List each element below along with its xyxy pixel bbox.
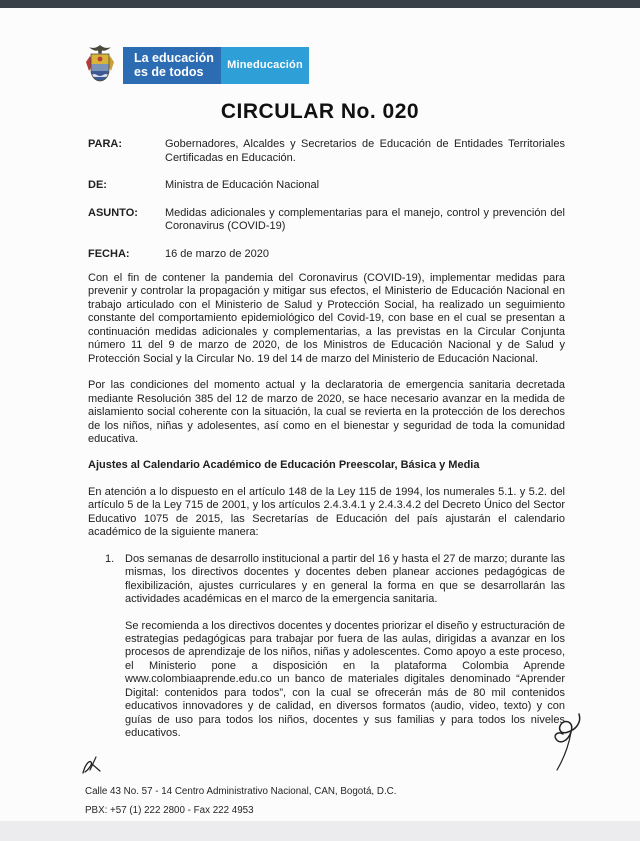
document-title: CIRCULAR No. 020 [220, 100, 420, 123]
brand-slogan-line2: es de todos [134, 65, 204, 79]
footer-phone: PBX: +57 (1) 222 2800 - Fax 222 4953 [85, 805, 254, 816]
meta-row-fecha [88, 248, 565, 262]
meta-label-fecha: FECHA: [88, 247, 130, 260]
list-item-1-number: 1. [105, 552, 115, 565]
list-item-1-paragraph-1: Dos semanas de desarrollo institucional a partir del 16 y hasta el 27 de marzo; durante las mismas, los directivos docentes y docentes deben planear acciones pedagógicas de flexibilización, ajustes curriculares y en general la forma en que se desarrollarán las actividades académicas en el marco de la emergencia sanitaria. [125, 552, 565, 606]
paragraph-legal: En atención a lo dispuesto en el artículo 148 de la Ley 115 de 1994, los numerales 5.1. y 5.2. del artículo 5 de la Ley 715 de 2001, y los artículos 2.4.3.4.1 y 2.4.3.4.2 del Decreto Único del Sector Educativo 1075 de 2015, las Secretarías de Educación del país ajustarán el calendario académico de la siguiente manera: [88, 485, 565, 539]
meta-label-para: PARA: [88, 138, 123, 150]
meta-row-asunto [88, 207, 565, 234]
paragraph-emergency: Por las condiciones del momento actual y la declaratoria de emergencia sanitaria decretada mediante Resolución 385 del 12 de marzo de 2020, se hace necesario avanzar en la medida de aislamiento social coherente con la situación, la cual se revierta en la protección de los derechos de los niños, niñas y adolesentes, así como en el bienestar y seguridad de toda la comunidad educativa. [88, 379, 565, 445]
ministry-logo [85, 44, 309, 86]
meta-row-de [88, 179, 565, 193]
paragraph-intro: Con el fin de contener la pandemia del Coronavirus (COVID-19), implementar medidas para prevenir y controlar la propagación y mitigar sus efectos, el Ministerio de Educación Nacional en trabajo articulado con el Ministerio de Salud y Protección Social, ha realizado un seguimiento constante del comportamiento epidemiológico del Covid-19, con base en el cual se presentan a continuación medidas adicionales y complementarias, a las previstas en la Circular Conjunta número 11 del 9 de marzo de 2020, de los Ministros de Educación Nacional y de Salud y Protección Social y la Circular No. 19 del 14 de marzo del Ministerio de Educación Nacional. [88, 272, 565, 365]
scan-bottom-edge [0, 821, 640, 841]
brand-ministry-box [221, 47, 309, 84]
section-heading-calendario: Ajustes al Calendario Académico de Educación Preescolar, Básica y Media [88, 459, 480, 472]
meta-value-de: Ministra de Educación Nacional [165, 179, 320, 191]
meta-label-de: DE: [88, 179, 107, 191]
meta-value-para: Gobernadores, Alcaldes y Secretarios de Educación de Entidades Territoriales Certificadas en Educación. [165, 138, 565, 164]
meta-block [88, 138, 565, 275]
meta-row-para [88, 138, 565, 165]
meta-value-asunto: Medidas adicionales y complementarias para el manejo, control y prevención del Coronavirus (COVID-19) [165, 206, 565, 232]
footer [85, 786, 580, 824]
colombia-coat-of-arms-icon [85, 44, 115, 86]
meta-label-asunto: ASUNTO: [88, 206, 138, 219]
brand-slogan-line1: La educación [134, 51, 214, 65]
scan-top-edge [0, 0, 640, 8]
handwritten-initials-mark [80, 755, 104, 777]
brand-slogan-box [123, 47, 221, 84]
handwritten-signature-mark [549, 708, 591, 776]
ministry-label: Mineducación [227, 59, 303, 71]
body-text [88, 272, 565, 754]
meta-value-fecha: 16 de marzo de 2020 [165, 247, 269, 260]
footer-address: Calle 43 No. 57 - 14 Centro Administrativo Nacional, CAN, Bogotá, D.C. [85, 786, 397, 797]
list-item-1 [88, 553, 565, 741]
list-item-1-paragraph-2: Se recomienda a los directivos docentes y docentes priorizar el diseño y estructuración de estrategias pedagógicas para trabajar por fuera de las aulas, dirigidas a avanzar en los procesos de aprendizaje de los niños, niñas y adolescentes. Como apoyo a este proceso, el Ministerio pone a disposición en la plataforma Colombia Aprende www.colombiaaprende.edu.co un banco de materiales digitales denominado “Aprender Digital: contenidos para todos”, con la cual se ofrecerán más de 80 mil contenidos educativos innovadores y de calidad, en diversos formatos (audio, video, texto) y con guías de uso para todos los niños, docentes y sus familias y para todos los niveles educativos. [125, 619, 565, 740]
